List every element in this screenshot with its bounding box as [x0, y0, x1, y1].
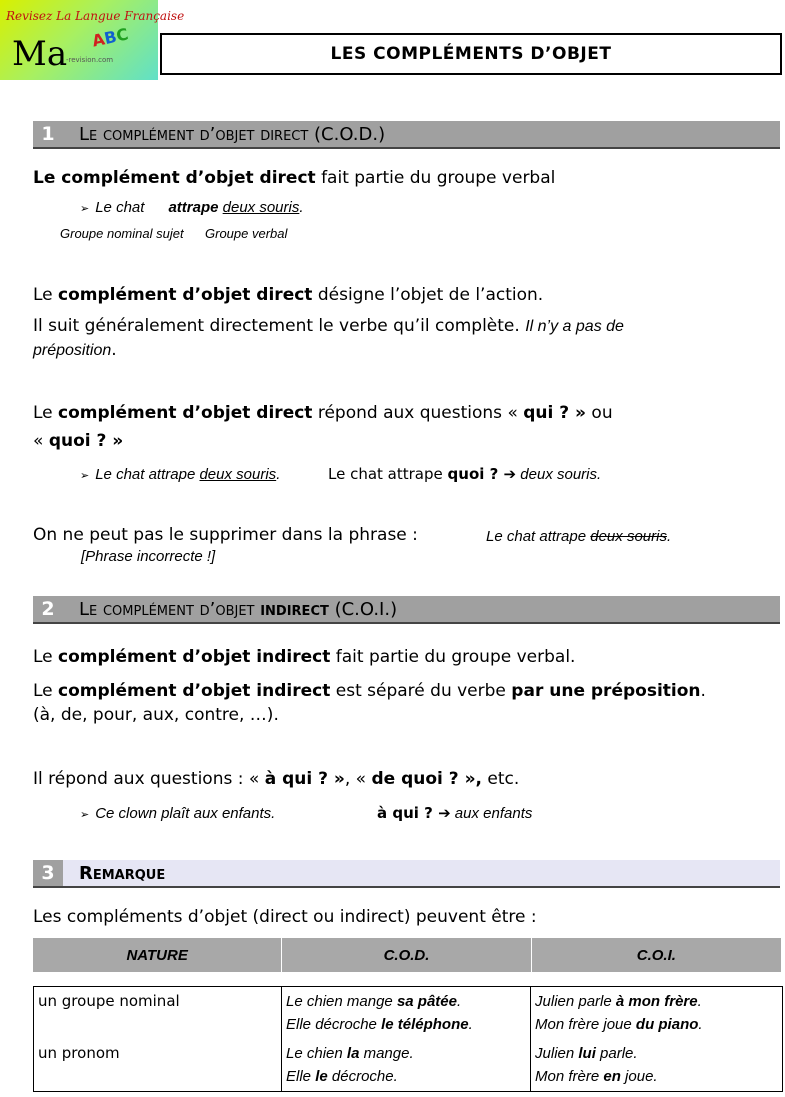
example-sentence-4: ➢ Ce clown plaît aux enfants.	[80, 805, 276, 822]
table-header	[33, 938, 781, 972]
example-question-2: Le chat attrape quoi ? ➔ deux souris.	[328, 465, 602, 483]
table-row	[34, 1039, 782, 1091]
coi-preposition-list: (à, de, pour, aux, contre, …).	[33, 705, 279, 725]
logo-abc: ABC	[90, 24, 130, 51]
cod-definition: Le complément d’objet direct fait partie du groupe verbal	[33, 168, 556, 188]
cod-position: Il suit généralement directement le verbe qu’il complète. Il n’y a pas de	[33, 316, 624, 336]
example-sentence-2: ➢ Le chat attrape deux souris.	[80, 466, 281, 483]
table-row	[34, 987, 782, 1039]
section-number: 1	[41, 123, 55, 145]
section-title: Le complément d’objet direct (C.O.D.)	[79, 123, 386, 145]
logo-url: -revision.com	[66, 56, 114, 64]
bullet-icon: ➢	[80, 809, 90, 821]
header-coi: C.O.I.	[636, 946, 676, 964]
example-sentence-3: Le chat attrape deux souris.	[486, 528, 672, 545]
arrow-icon: ➔	[503, 465, 517, 483]
coi-definition: Le complément d’objet indirect fait partie du groupe verbal.	[33, 647, 576, 667]
bullet-icon: ➢	[80, 470, 90, 482]
site-logo	[0, 0, 185, 80]
cod-position-cont: préposition.	[33, 340, 117, 360]
nature-table	[33, 986, 783, 1092]
section-header-1	[33, 121, 780, 149]
cell-nature: un groupe nominal	[38, 992, 180, 1010]
label-verb-group: Groupe verbal	[205, 226, 288, 241]
incorrect-note: [Phrase incorrecte !]	[81, 548, 216, 565]
logo-tagline: Revisez La Langue Française	[6, 9, 185, 23]
example-question-4: à qui ? ➔ aux enfants	[377, 804, 533, 822]
logo-ma: Ma	[12, 34, 68, 74]
section-title: Remarque	[79, 862, 166, 884]
cod-not-removable: On ne peut pas le supprimer dans la phrase :	[33, 525, 418, 545]
cod-designates: Le complément d’objet direct désigne l’objet de l’action.	[33, 285, 544, 305]
cell-coi: Julien parle à mon frère. Mon frère joue du piano.	[530, 987, 782, 1039]
header-cod: C.O.D.	[282, 938, 531, 972]
remarque-intro: Les compléments d’objet (direct ou indirect) peuvent être :	[33, 907, 537, 927]
coi-questions: Il répond aux questions : « à qui ? », « de quoi ? », etc.	[33, 769, 520, 789]
cell-coi: Julien lui parle. Mon frère en joue.	[530, 1039, 782, 1091]
page-title: LES COMPLÉMENTS D’OBJET	[160, 33, 782, 75]
bullet-icon: ➢	[80, 203, 90, 215]
cell-cod: Le chien mange sa pâtée. Elle décroche le téléphone.	[281, 987, 530, 1039]
cod-questions: Le complément d’objet direct répond aux questions « qui ? » ou	[33, 403, 613, 423]
label-subject-group: Groupe nominal sujet	[60, 226, 184, 241]
header-nature: NATURE	[33, 938, 282, 972]
coi-preposition: Le complément d’objet indirect est séparé du verbe par une préposition.	[33, 681, 706, 701]
section-header-3	[33, 860, 780, 888]
cell-nature: un pronom	[38, 1044, 120, 1062]
cell-cod: Le chien la mange. Elle le décroche.	[281, 1039, 530, 1091]
example-sentence-1: ➢ Le chat attrape deux souris.	[80, 199, 304, 216]
section-title: Le complément d’objet indirect (C.O.I.)	[79, 598, 398, 620]
section-header-2	[33, 596, 780, 624]
cod-questions-cont: « quoi ? »	[33, 431, 124, 451]
arrow-icon: ➔	[438, 804, 451, 822]
section-number: 3	[33, 860, 63, 886]
section-number: 2	[41, 598, 55, 620]
